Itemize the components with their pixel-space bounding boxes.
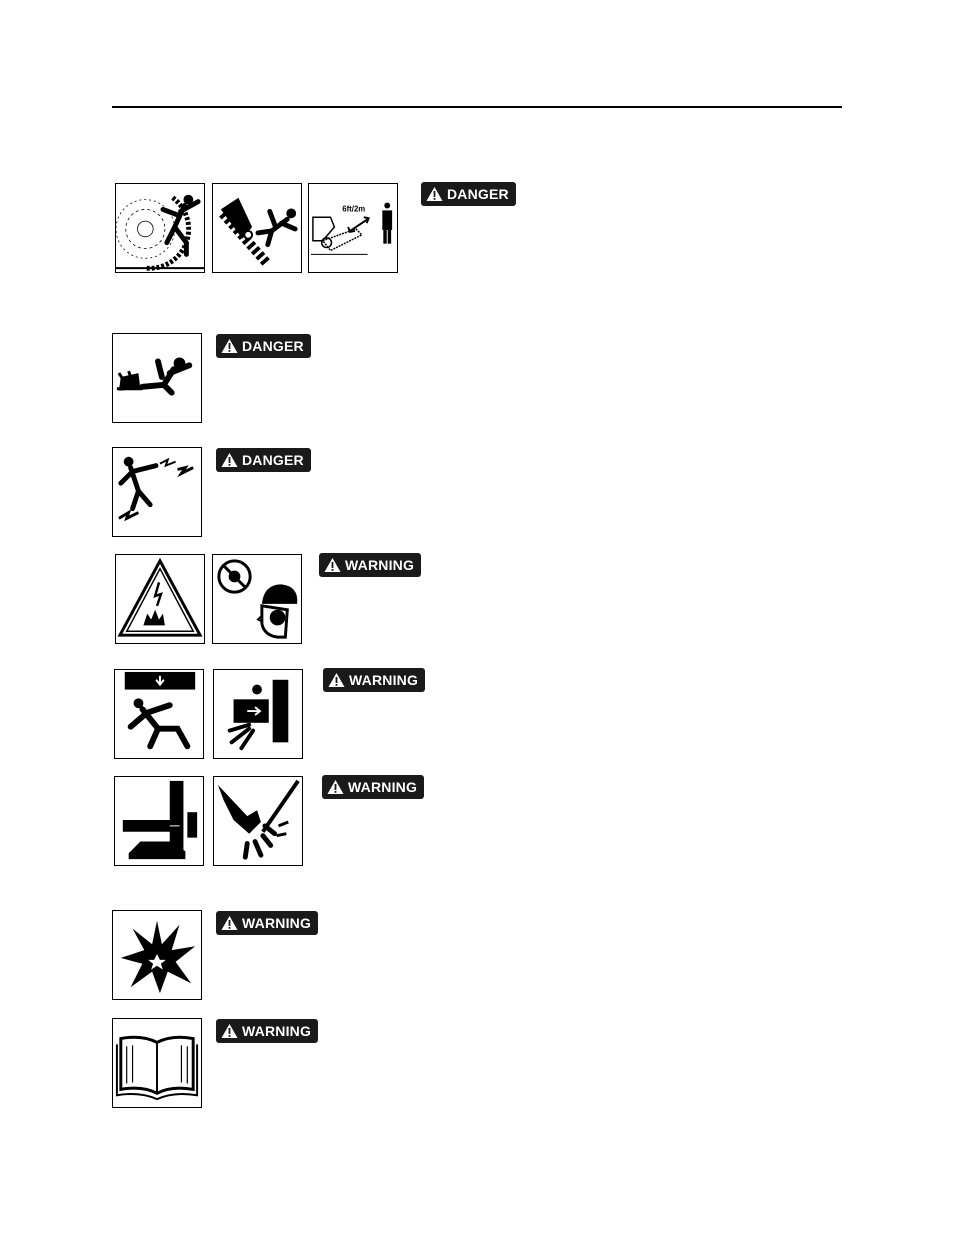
distance-label: 6ft/2m bbox=[342, 204, 366, 214]
hand-laceration-icon bbox=[213, 776, 303, 866]
chain-pull-in-icon bbox=[212, 183, 302, 273]
alert-triangle-icon bbox=[221, 338, 238, 354]
hearing-protection-icon bbox=[212, 554, 302, 644]
header-rule bbox=[112, 106, 842, 108]
danger-badge bbox=[216, 334, 311, 358]
alert-triangle-icon bbox=[328, 672, 345, 688]
signal-word: DANGER bbox=[242, 452, 304, 468]
warning-badge bbox=[323, 668, 425, 692]
signal-word: DANGER bbox=[242, 338, 304, 354]
rotating-chain-entanglement-icon bbox=[115, 183, 205, 273]
keep-distance-icon bbox=[308, 183, 398, 273]
warning-badge bbox=[216, 911, 318, 935]
warning-badge bbox=[322, 775, 424, 799]
signal-word: WARNING bbox=[345, 557, 415, 573]
signal-word: WARNING bbox=[242, 915, 312, 931]
danger-badge bbox=[216, 448, 311, 472]
danger-badge bbox=[421, 182, 516, 206]
alert-triangle-icon bbox=[324, 557, 341, 573]
signal-word: WARNING bbox=[348, 779, 418, 795]
pinch-point-icon bbox=[213, 669, 303, 759]
electric-shock-icon bbox=[112, 447, 202, 537]
electrical-explosion-triangle-icon bbox=[115, 554, 205, 644]
signal-word: WARNING bbox=[242, 1023, 312, 1039]
runover-hazard-icon bbox=[112, 333, 202, 423]
alert-triangle-icon bbox=[426, 186, 443, 202]
warning-badge bbox=[319, 553, 421, 577]
falling-object-crush-icon bbox=[114, 669, 204, 759]
signal-word: WARNING bbox=[349, 672, 419, 688]
foot-puncture-icon bbox=[114, 776, 204, 866]
alert-triangle-icon bbox=[327, 779, 344, 795]
explosion-icon bbox=[112, 910, 202, 1000]
alert-triangle-icon bbox=[221, 1023, 238, 1039]
signal-word: DANGER bbox=[447, 186, 509, 202]
alert-triangle-icon bbox=[221, 452, 238, 468]
warning-badge bbox=[216, 1019, 318, 1043]
alert-triangle-icon bbox=[221, 915, 238, 931]
read-manual-book-icon bbox=[112, 1018, 202, 1108]
